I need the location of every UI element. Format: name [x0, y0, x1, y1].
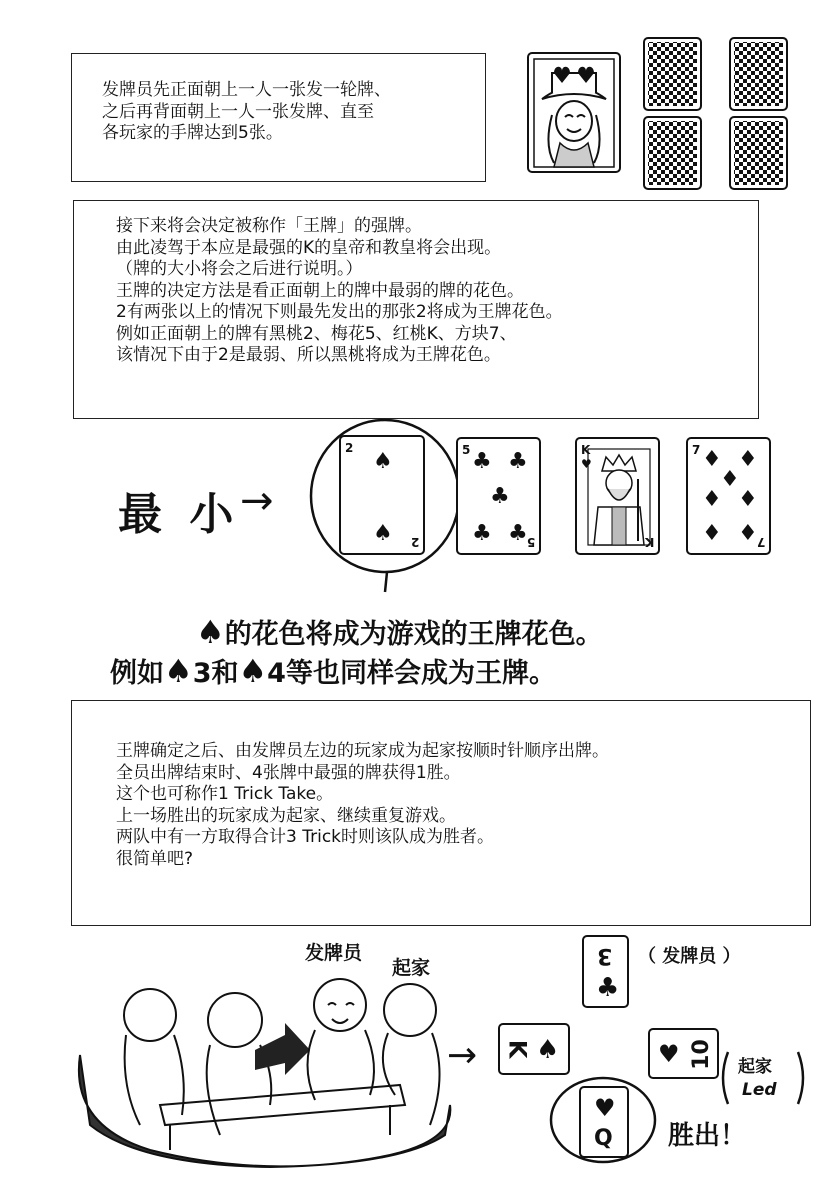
- spade-icon: ♠: [373, 521, 393, 546]
- play-rules-box: [71, 700, 811, 926]
- diamond-icon: ♦: [738, 521, 758, 546]
- text-line: 两队中有一方取得合计3 Trick时则该队成为胜者。: [116, 827, 495, 847]
- text-line: 各玩家的手牌达到5张。: [102, 123, 283, 143]
- king-illustration: [588, 449, 650, 545]
- diamond-icon: ♦: [738, 447, 758, 472]
- club-icon: ♣: [596, 973, 620, 1003]
- text-line: 这个也可称作1 Trick Take。: [116, 784, 334, 804]
- card-rank: K: [503, 1039, 532, 1059]
- card-rank: 3: [597, 943, 613, 968]
- heart-icon: ♥: [581, 457, 592, 471]
- text-line: （牌的大小将会之后进行说明。）: [116, 259, 363, 279]
- arrow-to-smallest: →: [240, 478, 274, 524]
- text-line: 发牌员先正面朝上一人一张发一轮牌、: [102, 80, 391, 100]
- dealer-card-note: （ 发牌员 ）: [638, 946, 741, 967]
- text-line: 由此凌驾于本应是最强的K的皇帝和教皇将会出现。: [116, 237, 502, 258]
- played-card-queen-hearts: [579, 1086, 629, 1158]
- club-icon: ♣: [472, 521, 492, 546]
- text-line: 王牌的决定方法是看正面朝上的牌中最弱的牌的花色。: [116, 280, 524, 301]
- diamond-icon: ♦: [702, 487, 722, 512]
- spade-icon: ♠: [164, 652, 193, 690]
- diamond-icon: ♦: [702, 447, 722, 472]
- text-line: 上一场胜出的玩家成为起家、继续重复游戏。: [116, 805, 456, 826]
- dealer-label: 发牌员: [305, 942, 363, 964]
- text-line: 2有两张以上的情况下则最先发出的那张2将成为王牌花色。: [116, 302, 563, 322]
- card-rank: 7: [756, 535, 765, 549]
- girl-portrait-illustration: [534, 59, 614, 167]
- example-card-2-spades: [339, 435, 425, 555]
- trump-caption-line-2: [110, 651, 556, 690]
- caption-text: 例如: [110, 658, 164, 689]
- text-line: 之后再背面朝上一人一张发牌、直至: [102, 101, 374, 122]
- text-line: 该情况下由于2是最弱、所以黑桃将成为王牌花色。: [116, 345, 501, 365]
- diamond-icon: ♦: [720, 467, 740, 492]
- card-rank: 5: [462, 443, 471, 457]
- text-line: 全员出牌结束时、4张牌中最强的牌获得1胜。: [116, 762, 461, 783]
- card-rank: 7: [692, 443, 701, 457]
- spade-icon: ♠: [238, 652, 268, 690]
- card-rank: 2: [410, 535, 419, 549]
- face-down-card: [643, 37, 702, 111]
- club-icon: ♣: [508, 449, 528, 474]
- text-line: 王牌确定之后、由发牌员左边的玩家成为起家按顺时针顺序出牌。: [116, 741, 609, 761]
- card-rank: 10: [688, 1039, 714, 1070]
- caption-text: 3和: [192, 658, 239, 689]
- text-line: 例如正面朝上的牌有黑桃2、梅花5、红桃K、方块7、: [116, 323, 517, 344]
- smallest-label: 最 小: [118, 489, 240, 540]
- trump-caption-line-1: [196, 612, 603, 651]
- played-card-3-clubs: [582, 935, 629, 1008]
- spade-icon: ♠: [373, 449, 393, 474]
- face-down-card: [643, 116, 702, 190]
- club-icon: ♣: [508, 521, 528, 546]
- example-card-5-clubs: [456, 437, 541, 555]
- face-down-card: [729, 37, 788, 111]
- card-rank: 5: [526, 535, 535, 549]
- card-rank: K: [644, 535, 654, 549]
- example-card-7-diamonds: [686, 437, 771, 555]
- win-label: 胜出！: [668, 1121, 747, 1151]
- spade-icon: ♠: [536, 1035, 560, 1065]
- spade-icon: ♠: [196, 613, 225, 651]
- dealing-rules-box: [71, 53, 486, 182]
- card-rank: Q: [594, 1126, 613, 1151]
- caption-text: 4等也同样会成为王牌。: [267, 658, 556, 689]
- card-rank: 2: [345, 441, 354, 455]
- diamond-icon: ♦: [702, 521, 722, 546]
- club-icon: ♣: [490, 484, 510, 509]
- leader-note-en: Led: [742, 1080, 777, 1100]
- arrow-to-cards: →: [447, 1035, 478, 1076]
- diamond-icon: ♦: [738, 487, 758, 512]
- players-at-table-illustration: [70, 975, 470, 1185]
- played-card-10-hearts: [648, 1028, 719, 1079]
- text-line: 接下来将会决定被称作「王牌」的强牌。: [116, 216, 422, 236]
- leader-label: 起家: [392, 957, 431, 979]
- face-up-card: [527, 52, 621, 173]
- heart-icon: ♥: [594, 1094, 616, 1122]
- example-card-king-hearts: [575, 437, 660, 555]
- trump-rules-box: [73, 200, 759, 419]
- caption-text: 的花色将成为游戏的王牌花色。: [224, 619, 603, 650]
- leader-note-cn: 起家: [738, 1057, 772, 1077]
- face-down-card: [729, 116, 788, 190]
- played-card-king-spades: [498, 1023, 570, 1075]
- text-line: 很简单吧?: [116, 848, 194, 869]
- card-rank: K: [581, 443, 591, 457]
- club-icon: ♣: [472, 449, 492, 474]
- heart-icon: ♥: [658, 1040, 680, 1068]
